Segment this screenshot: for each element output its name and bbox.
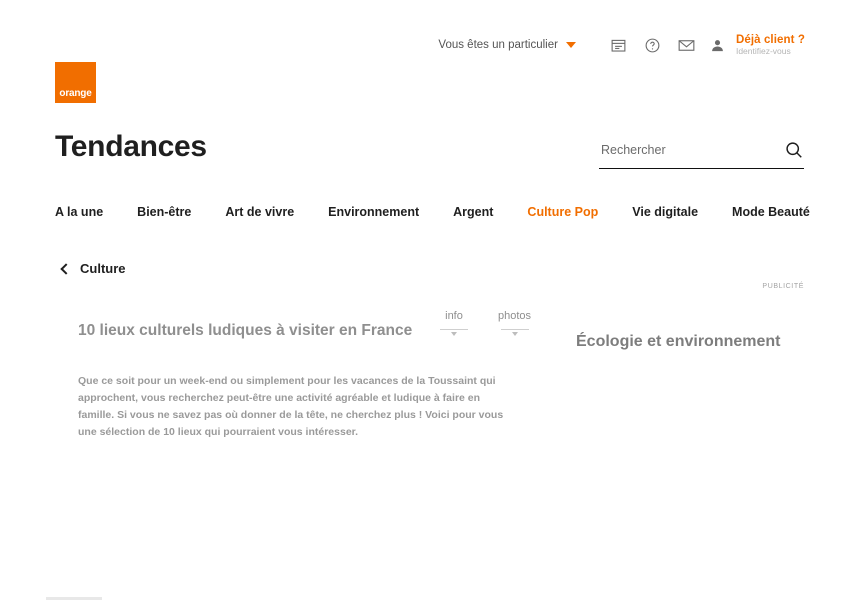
breadcrumb[interactable]	[62, 261, 126, 276]
article-body: Que ce soit pour un week-end ou simplement pour les vacances de la Toussaint qui approchent, vous recherchez peut-être une activité agréable et ludique à faire en famille. Si vous ne savez pas où donner de la tête, ne cherchez plus ! Voici pour vous une sélection de 10 lieux qui pourraient vous intéresser.	[78, 374, 504, 438]
nav-item-vie-digitale[interactable]: Vie digitale	[632, 205, 699, 219]
login-subtitle: Identifiez-vous	[735, 46, 791, 57]
chevron-down-icon	[451, 332, 457, 336]
mail-icon[interactable]	[670, 30, 704, 60]
nav-item-a-la-une[interactable]: A la une	[55, 205, 104, 219]
orange-logo[interactable]: orange	[55, 62, 96, 103]
user-icon	[708, 30, 728, 60]
breadcrumb-label: Culture	[80, 261, 126, 276]
nav-item-environnement[interactable]: Environnement	[328, 205, 420, 219]
login-block[interactable]	[708, 30, 805, 60]
search-input[interactable]	[599, 142, 784, 158]
article-title: 10 lieux culturels ludiques à visiter en France	[78, 321, 413, 339]
chevron-left-icon	[60, 263, 71, 274]
search-button[interactable]	[784, 140, 804, 160]
ad-label: PUBLICITÉ	[762, 283, 804, 290]
chevron-down-icon	[566, 42, 576, 48]
tab-info-label: info	[445, 310, 463, 322]
help-icon[interactable]	[636, 30, 670, 60]
tab-photos-label: photos	[498, 310, 532, 322]
nav-item-mode-beaute[interactable]: Mode Beauté	[732, 205, 810, 219]
main-nav	[55, 205, 810, 219]
tab-info[interactable]	[440, 310, 468, 336]
nav-item-argent[interactable]: Argent	[453, 205, 494, 219]
tab-photos[interactable]	[498, 310, 531, 336]
store-icon[interactable]	[602, 30, 636, 60]
login-text	[736, 34, 805, 56]
profile-type-label: Vous êtes un particulier	[438, 39, 558, 51]
utility-topbar	[438, 30, 805, 60]
profile-type-selector[interactable]	[438, 39, 576, 51]
page-title: Tendances	[55, 130, 207, 163]
tab-photos-underline	[501, 329, 529, 330]
nav-item-art-de-vivre[interactable]: Art de vivre	[225, 205, 295, 219]
nav-item-bien-etre[interactable]: Bien-être	[137, 205, 192, 219]
nav-item-culture-pop[interactable]: Culture Pop	[527, 205, 599, 219]
search-bar	[599, 140, 804, 169]
chevron-down-icon	[512, 332, 518, 336]
login-title: Déjà client ?	[735, 34, 805, 46]
ad-title: Écologie et environnement	[576, 333, 781, 350]
article-tabs	[440, 310, 531, 336]
tab-info-underline	[440, 329, 468, 330]
